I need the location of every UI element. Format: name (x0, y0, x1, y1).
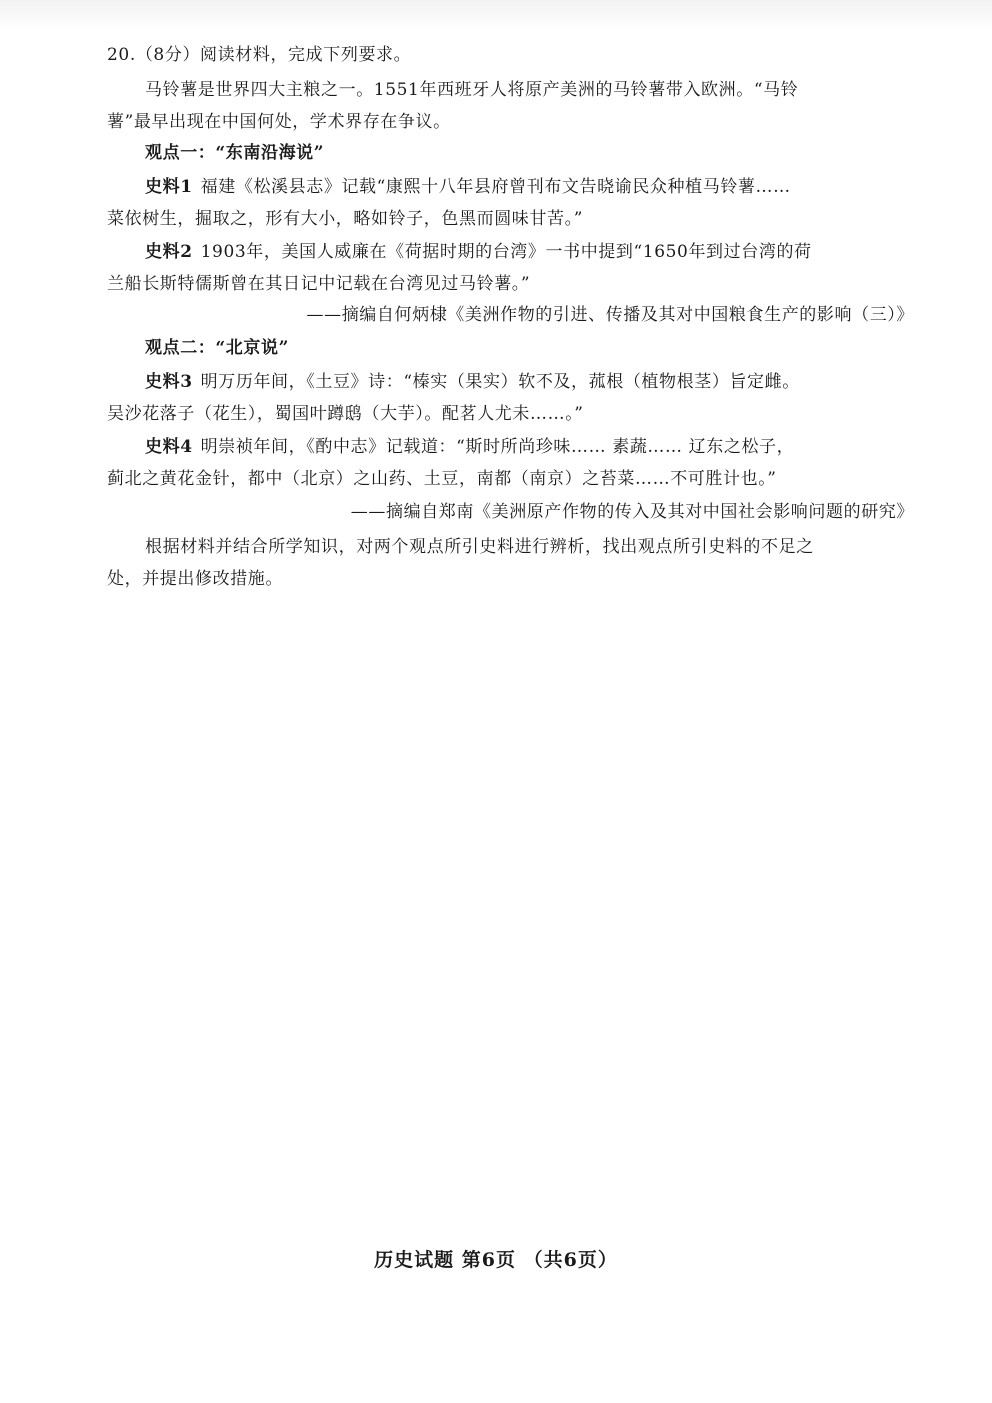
source-3-line-1 (145, 370, 917, 394)
source-2-line-1 (145, 240, 917, 264)
task-line-1: 根据材料并结合所学知识，对两个观点所引史料进行辨析，找出观点所引史料的不足之 (145, 537, 814, 557)
source-2-line-2: 兰船长斯特儒斯曾在其日记中记载在台湾见过马铃薯。” (107, 274, 531, 294)
source-3-label: 史料3 (145, 372, 193, 392)
source-4-line-1 (145, 435, 917, 459)
source-4-text: 明崇祯年间，《酌中志》记载道：“斯时所尚珍味…… 素蔬…… 辽东之松子， (200, 437, 795, 457)
intro-text-line-2: 薯”最早出现在中国何处，学术界存在争议。 (107, 112, 451, 132)
viewpoint-2-title: 观点二：“北京说” (145, 338, 289, 358)
viewpoint-1-title: 观点一：“东南沿海说” (145, 143, 325, 163)
source-2-label: 史料2 (145, 242, 193, 262)
task-line-2: 处，并提出修改措施。 (107, 569, 283, 589)
intro-text-line-1: 马铃薯是世界四大主粮之一。1551年西班牙人将原产美洲的马铃薯带入欧洲。“马铃 (145, 80, 799, 100)
source-1-text: 福建《松溪县志》记载“康熙十八年县府曾刊布文告晓谕民众种植马铃薯…… (200, 177, 791, 197)
source-2-text: 1903年，美国人威廉在《荷据时期的台湾》一书中提到“1650年到过台湾的荷 (200, 242, 812, 262)
source-3-text: 明万历年间，《土豆》诗：“榛实（果实）软不及，菰根（植物根茎）旨定雌。 (200, 372, 800, 392)
question-header: 20.（8分）阅读材料，完成下列要求。 (107, 45, 412, 65)
citation-1: ——摘编自何炳棣《美洲作物的引进、传播及其对中国粮食生产的影响（三）》 (306, 305, 914, 325)
source-3-line-2: 吴沙花落子（花生），蜀国叶蹲鸱（大芋）。配茗人尤未……。” (107, 404, 584, 424)
source-1-label: 史料1 (145, 177, 193, 197)
citation-2: ——摘编自郑南《美洲原产作物的传入及其对中国社会影响问题的研究》 (350, 502, 914, 522)
source-1-line-2: 菜依树生，掘取之，形有大小，略如铃子，色黑而圆味甘苦。” (107, 209, 583, 229)
page-footer: 历史试题 第6页 （共6页） (374, 1249, 618, 1271)
source-4-label: 史料4 (145, 437, 193, 457)
source-1-line-1 (145, 175, 917, 199)
source-4-line-2: 蓟北之黄花金针，都中（北京）之山药、土豆，南都（南京）之苔菜……不可胜计也。” (107, 469, 777, 489)
